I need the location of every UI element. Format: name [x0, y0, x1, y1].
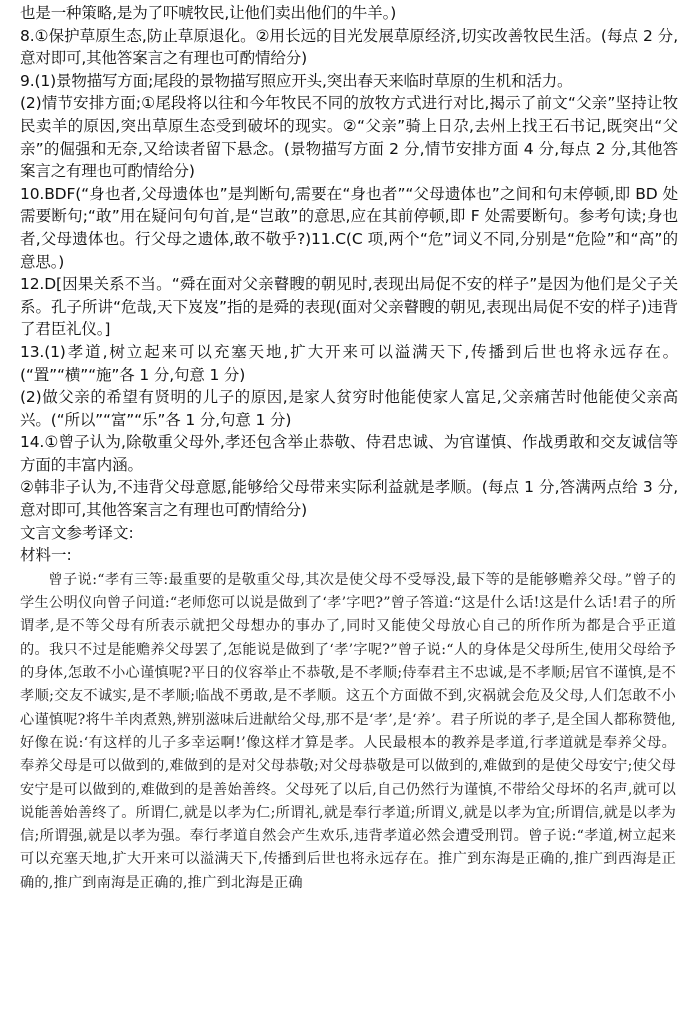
answer-14-part2: ②韩非子认为,不违背父母意愿,能够给父母带来实际利益就是孝顺。(每点 1 分,答满两点给 3 分,意对即可,其他答案言之有理也可酌情给分)	[20, 478, 678, 520]
answer-list	[20, 2, 678, 522]
answer-7-tail: 也是一种策略,是为了吓唬牧民,让他们卖出他们的牛羊。)	[20, 4, 397, 22]
answer-13-part2: (2)做父亲的希望有贤明的儿子的原因,是家人贫穷时他能使家人富足,父亲痛苦时他能使父亲高兴。(“所以”“富”“乐”各 1 分,句意 1 分)	[20, 388, 678, 429]
answer-10-11: 10.BDF(“身也者,父母遗体也”是判断句,需要在“身也者”“父母遗体也”之间和句末停顿,即 BD 处需要断句;“敢”用在疑问句句首,是“岂敢”的意思,应在其前停顿,即 F 处需要断句。参考句读;身也者,父母遗体也。行父母之遗体,敢不敬乎?)11.C(C 项,两个“危”词义不同,分别是“危险”和“高”的意思。)	[20, 184, 678, 271]
reference-heading: 文言文参考译文:	[20, 523, 134, 542]
answer-9-part2: (2)情节安排方面;①尾段将以往和今年牧民不同的放牧方式进行对比,揭示了前文“父亲”坚持让牧民卖羊的原因,突出草原生态受到破坏的现实。②“父亲”骑上日尕,去州上找王石书记,既突出“父亲”的倔强和无奈,又给读者留下悬念。(景物描写方面 2 分,情节安排方面 4 分,每点 2 分,其他答案言之有理也可酌情给分)	[20, 94, 678, 181]
answer-12: 12.D[因果关系不当。“舜在面对父亲瞽瞍的朝见时,表现出局促不安的样子”是因为他们是父子关系。孔子所讲“危哉,天下岌岌”指的是舜的表现(面对父亲瞽瞍的朝见,表现出局促不安的样子)违背了君臣礼仪。]	[20, 275, 678, 339]
material-label: 材料一:	[20, 546, 72, 565]
translation-text: 曾子说:“孝有三等:最重要的是敬重父母,其次是使父母不受辱没,最下等的是能够赡养父母。”曾子的学生公明仪向曾子问道:“老师您可以说是做到了‘孝’字吧?”曾子答道:“这是什么话!这是什么话!君子的所谓孝,是不等父母有所表示就把父母想办的事办了,同时又能使父母放心自己的所作所为都是合乎正道的。我只不过是能赡养父母罢了,怎能说是做到了‘孝’字呢?”曾子说:“人的身体是父母所生,使用父母给予的身体,怎敢不小心谨慎呢?平日的仪容举止不恭敬,是不孝顺;侍奉君主不忠诚,是不孝顺;居官不谨慎,是不孝顺;交友不诚实,是不孝顺;临战不勇敢,是不孝顺。这五个方面做不到,灾祸就会危及父母,人们怎敢不小心谨慎呢?将牛羊肉煮熟,辨别滋味后进献给父母,那不是‘孝’,是‘养’。君子所说的孝子,是全国人都称赞他,好像在说:‘有这样的儿子多幸运啊!’像这样才算是孝。人民最根本的教养是孝道,行孝道就是奉养父母。奉养父母是可以做到的,难做到的是对父母恭敬;对父母恭敬是可以做到的,难做到的是使父母安宁;使父母安宁是可以做到的,难做到的是善始善终。父母死了以后,自己仍然行为谨慎,不带给父母坏的名声,就可以说能善始善终了。所谓仁,就是以孝为仁;所谓礼,就是奉行孝道;所谓义,就是以孝为宜;所谓信,就是以孝为信;所谓强,就是以孝为强。奉行孝道自然会产生欢乐,违背孝道必然会遭受刑罚。曾子说:“孝道,树立起来可以充塞天地,扩大开来可以溢满天下,传播到后世也将永远存在。推广到东海是正确的,推广到西海是正确的,推广到南海是正确的,推广到北海是正确	[20, 571, 676, 891]
answer-14-part1: 14.①曾子认为,除敬重父母外,孝还包含举止恭敬、侍君忠诚、为官谨慎、作战勇敢和交友诚信等方面的丰富内涵。	[20, 433, 678, 474]
answer-13-part1: 13.(1)孝道,树立起来可以充塞天地,扩大开来可以溢满天下,传播到后世也将永远存在。(“置”“横”“施”各 1 分,句意 1 分)	[20, 342, 678, 384]
answer-9-part1: 9.(1)景物描写方面;尾段的景物描写照应开头,突出春天来临时草原的生机和活力。	[20, 71, 573, 90]
answer-8: 8.①保护草原生态,防止草原退化。②用长远的目光发展草原经济,切实改善牧民生活。(每点 2 分,意对即可,其他答案言之有理也可酌情给分)	[20, 26, 678, 68]
